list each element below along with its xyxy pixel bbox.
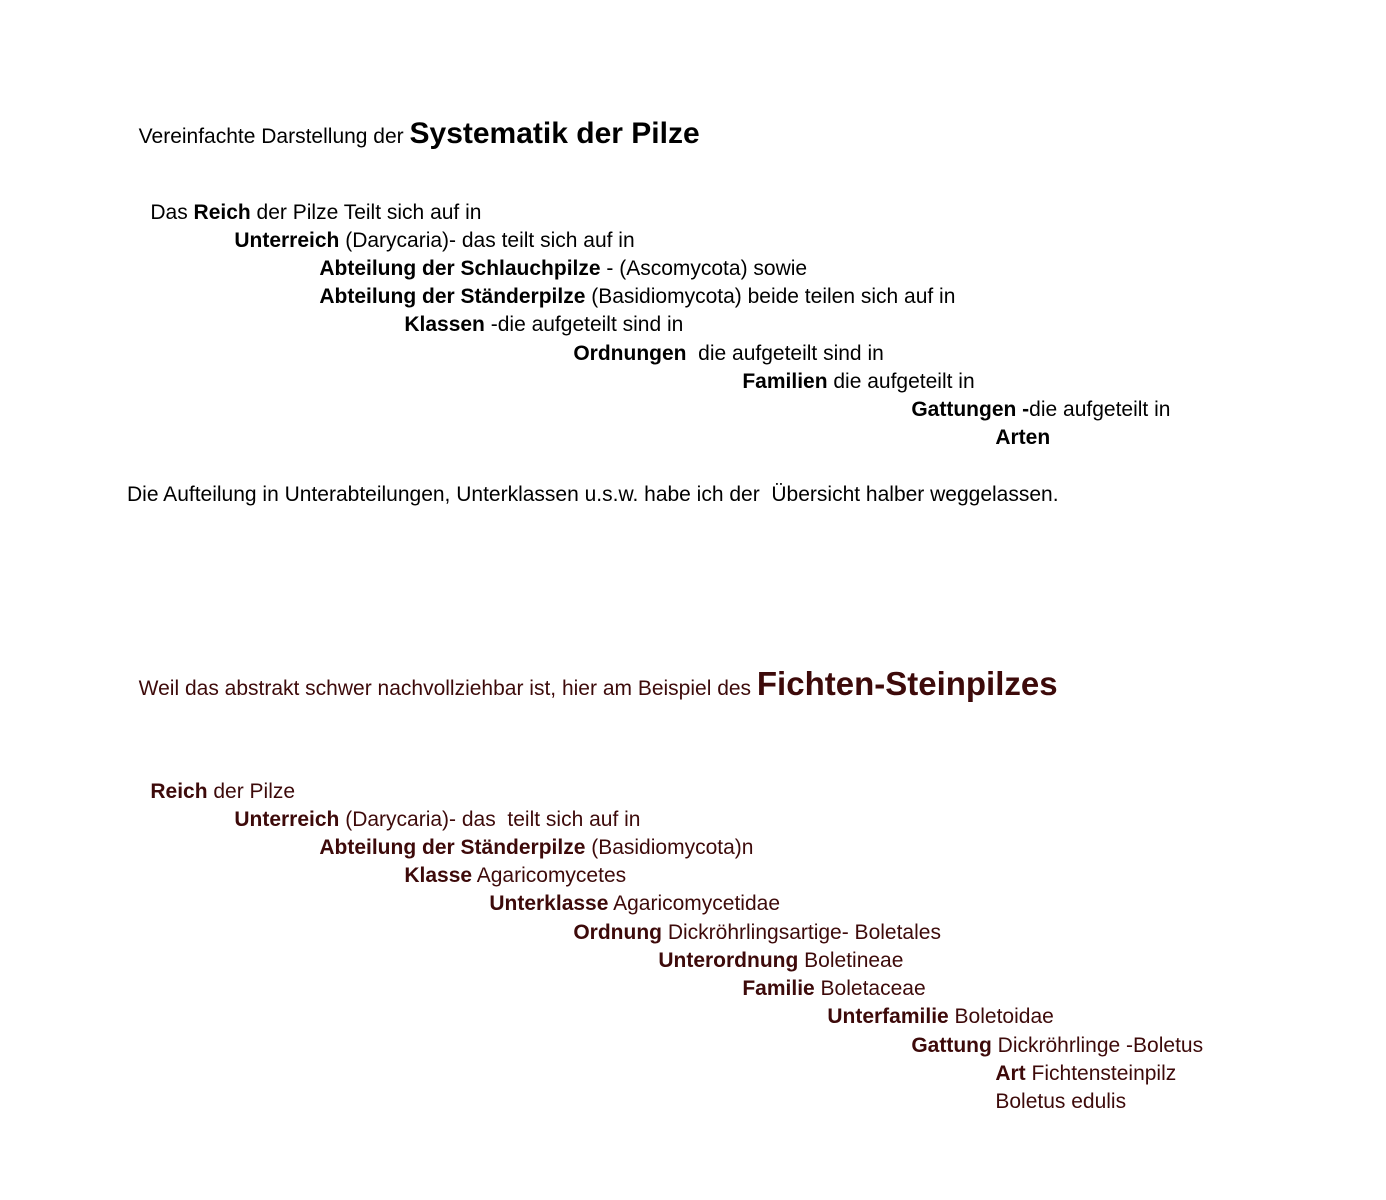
example-rank: Art (995, 1062, 1026, 1085)
hierarchy-pre: Das (150, 201, 194, 224)
example-item (972, 1060, 1126, 1144)
hierarchy-text: die aufgeteilt in (1029, 398, 1171, 421)
hierarchy-rank: Familien (742, 370, 828, 393)
example-rank: Unterordnung (658, 949, 799, 972)
example-text: Boletineae (798, 949, 904, 972)
example-text: Agaricomycetes (472, 864, 627, 887)
example-text: Boletus edulis (995, 1090, 1127, 1113)
example-rank: Gattung (911, 1034, 992, 1057)
hierarchy-rank: Unterreich (234, 229, 340, 252)
example-text: Dickröhrlingsartige- Boletales (662, 921, 941, 944)
example-rank: Klasse (404, 864, 473, 887)
example-text: Dickröhrlinge -Boletus (991, 1034, 1204, 1057)
hierarchy-text: die aufgeteilt in (827, 370, 975, 393)
hierarchy-text: - (Ascomycota) sowie (600, 257, 808, 280)
example-text: Boletoidae (948, 1005, 1054, 1028)
example-rank: Unterfamilie (827, 1005, 949, 1028)
example-text: Boletaceae (814, 977, 926, 1000)
hierarchy-rank: Abteilung der Ständerpilze (319, 285, 586, 308)
example-rank: Unterklasse (489, 892, 609, 915)
hierarchy-rank: Klassen (404, 313, 485, 336)
example-rank: Unterreich (234, 808, 340, 831)
hierarchy-rank: Ordnungen (573, 342, 687, 365)
example-text: (Darycaria)- das teilt sich auf in (339, 808, 641, 831)
example-rank: Familie (742, 977, 815, 1000)
hierarchy-text: die aufgeteilt sind in (686, 342, 884, 365)
hierarchy-text: (Basidiomycota) beide teilen sich auf in (585, 285, 956, 308)
hierarchy-text: der Pilze Teilt sich auf in (250, 201, 482, 224)
hierarchy-item (972, 396, 1050, 480)
note-paragraph: Die Aufteilung in Unterabteilungen, Unterklassen u.s.w. habe ich der Übersicht halber weggelassen. (127, 483, 1059, 506)
example-heading (127, 627, 1058, 708)
hierarchy-rank: Abteilung der Schlauchpilze (319, 257, 601, 280)
example-rank: Reich (150, 780, 208, 803)
example-rank: Abteilung der Ständerpilze (319, 836, 586, 859)
example-heading-emphasis: Fichten-Steinpilzes (756, 665, 1058, 702)
example-text: Agaricomycetidae (608, 892, 781, 915)
hierarchy-text: -die aufgeteilt sind in (484, 313, 684, 336)
example-rank: Ordnung (573, 921, 662, 944)
hierarchy-rank: Arten (995, 426, 1051, 449)
title-emphasis: Systematik der Pilze (409, 117, 700, 150)
hierarchy-rank: Reich (193, 201, 251, 224)
example-heading-prefix: Weil das abstrakt schwer nachvollziehbar ist, hier am Beispiel des (138, 677, 757, 700)
title-prefix: Vereinfachte Darstellung der (138, 125, 410, 148)
example-text: der Pilze (207, 780, 296, 803)
hierarchy-text: (Darycaria)- das teilt sich auf in (339, 229, 635, 252)
page-title (127, 80, 700, 155)
hierarchy-rank: Gattungen - (911, 398, 1030, 421)
example-text: Fichtensteinpilz (1025, 1062, 1177, 1085)
example-text: (Basidiomycota)n (585, 836, 754, 859)
